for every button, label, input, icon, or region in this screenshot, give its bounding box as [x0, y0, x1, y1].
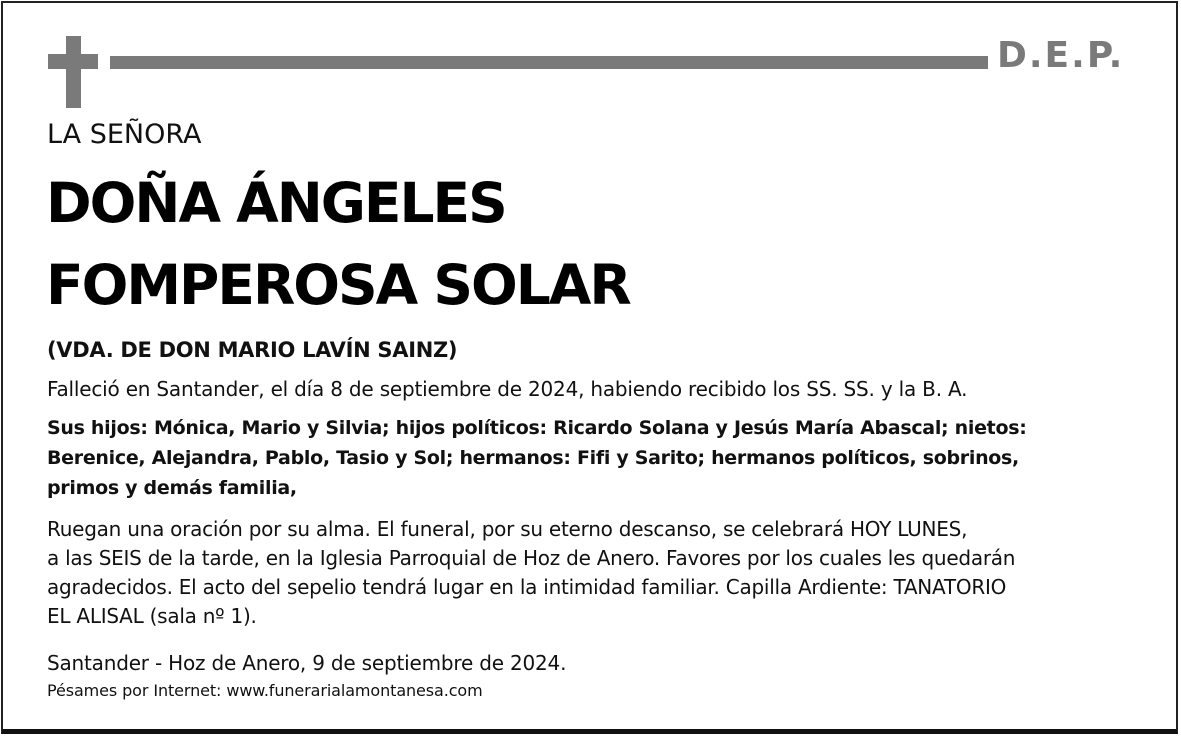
- funeral-paragraph: [47, 515, 1147, 631]
- widow-of-line: (VDA. DE DON MARIO LAVÍN SAINZ): [47, 338, 458, 362]
- funeral-line: Ruegan una oración por su alma. El funeral, por su eterno descanso, se celebrará HOY LUNES,: [47, 517, 968, 541]
- family-paragraph: [47, 413, 1147, 503]
- funeral-line: agradecidos. El acto del sepelio tendrá lugar en la intimidad familiar. Capilla Ardiente: TANATORIO: [47, 575, 1007, 599]
- condolences-website: Pésames por Internet: www.funerarialamontanesa.com: [47, 681, 483, 700]
- deceased-name-line-1: DOÑA ÁNGELES: [46, 171, 506, 235]
- cross-vertical-bar: [66, 36, 81, 108]
- honorific-title: LA SEÑORA: [47, 119, 202, 150]
- cross-horizontal-bar: [48, 54, 98, 69]
- place-and-date: Santander - Hoz de Anero, 9 de septiembre de 2024.: [47, 651, 567, 675]
- death-notice: Falleció en Santander, el día 8 de septiembre de 2024, habiendo recibido los SS. SS. y la B. A.: [47, 377, 968, 401]
- family-line: primos y demás familia,: [47, 477, 297, 499]
- header-rule: [110, 56, 988, 69]
- family-line: Sus hijos: Mónica, Mario y Silvia; hijos políticos: Ricardo Solana y Jesús María Abascal; nietos:: [47, 417, 1027, 439]
- funeral-line: a las SEIS de la tarde, en la Iglesia Parroquial de Hoz de Anero. Favores por los cuales les quedarán: [47, 546, 1016, 570]
- family-line: Berenice, Alejandra, Pablo, Tasio y Sol; hermanos: Fifi y Sarito; hermanos políticos, sobrinos,: [47, 447, 1019, 469]
- dep-label: D.E.P.: [997, 35, 1125, 76]
- funeral-line: EL ALISAL (sala nº 1).: [47, 604, 257, 628]
- deceased-name-line-2: FOMPEROSA SOLAR: [46, 253, 630, 317]
